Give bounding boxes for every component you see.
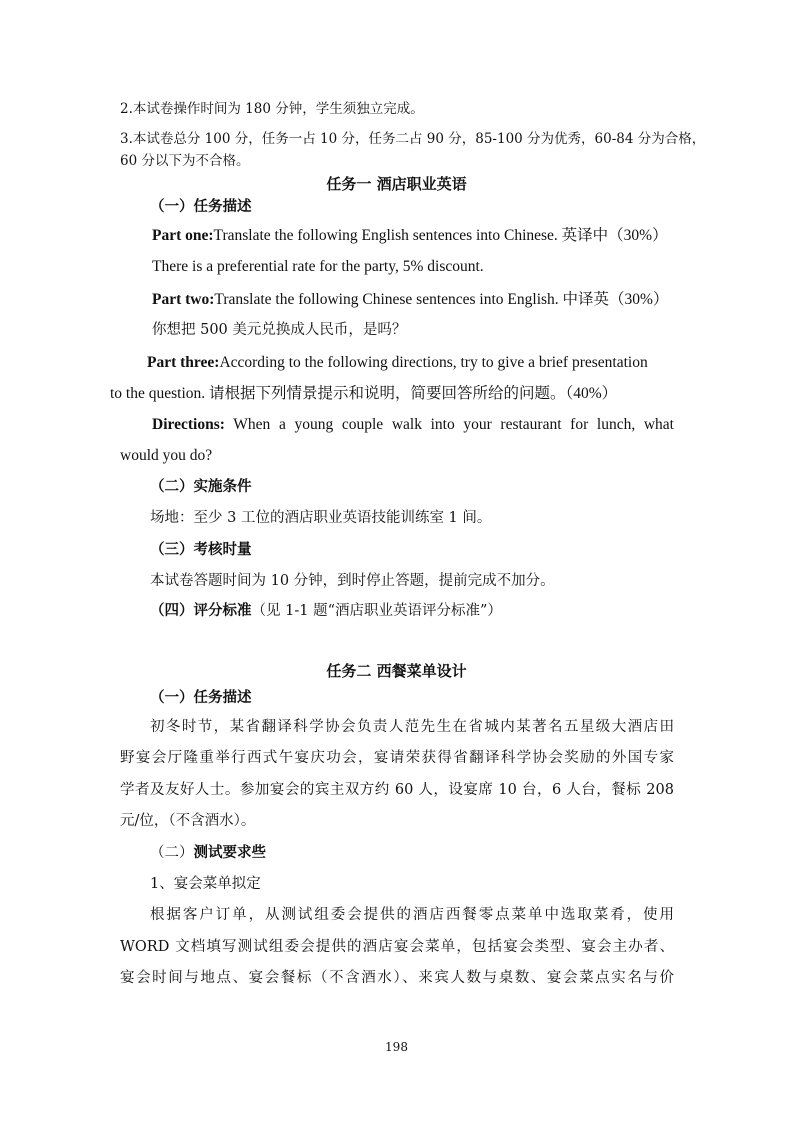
task1-desc-heading: （一）任务描述 [150,198,252,215]
item-1-line-2: WORD 文档填写测试组委会提供的酒店宴会菜单，包括宴会类型、宴会主办者、 [120,939,674,955]
task2-desc-line-3: 学者及友好人士。参加宴会的宾主双方约 60 人，设宴席 10 台，6 人台，餐标 208 [120,782,674,798]
item-1-line-3: 宴会时间与地点、宴会餐标（不含酒水）、来宾人数与桌数、宴会菜点实名与价 [120,970,674,986]
part-two-text: Translate the following Chinese sentences into English. 中译英（30%） [214,291,669,308]
page-number: 198 [385,1040,408,1054]
part-one-sentence: There is a preferential rate for the party, 5% discount. [152,258,484,275]
score-heading: （四）评分标准 [150,602,252,619]
note-3-line-1: 3.本试卷总分 100 分，任务一占 10 分，任务二占 90 分，85-100 分为优秀，60-84 分为合格， [120,131,706,147]
req-heading [150,843,266,863]
directions-label: Directions: [152,416,225,433]
score-ref: （见 1-1 题“酒店职业英语评分标准”） [251,603,502,619]
part-three [147,353,648,373]
part-two-sentence: 你想把 500 美元兑换成人民币，是吗？ [152,322,407,338]
time-text: 本试卷答题时间为 10 分钟，到时停止答题，提前完成不加分。 [150,573,555,589]
task2-desc-line-4: 元/位，（不含酒水）。 [120,813,256,829]
task2-title: 任务二 西餐菜单设计 [326,662,467,680]
cond-text: 场地：至少 3 工位的酒店职业英语技能训练室 1 间。 [150,510,492,526]
directions-cont: would you do? [120,447,213,464]
directions-text: When a young couple walk into your restaurant for lunch, what [233,416,674,433]
task2-desc-line-1: 初冬时节，某省翻译科学协会负责人范先生在省城内某著名五星级大酒店田 [150,719,674,735]
score-line [150,601,502,621]
part-one [152,226,668,246]
task2-desc-line-2: 野宴会厅隆重举行西式午宴庆功会，宴请荣获得省翻译科学协会奖励的外国专家 [120,750,674,766]
part-one-text: Translate the following English sentences into Chinese. 英译中（30%） [213,227,668,244]
part-two [152,290,668,310]
task2-desc-heading: （一）任务描述 [150,689,252,706]
req-heading-prefix: （二） [150,845,194,861]
part-two-label: Part two: [152,291,215,308]
item-1-line-1: 根据客户订单，从测试组委会提供的酒店西餐零点菜单中选取菜肴，使用 [150,907,674,923]
part-three-cont: to the question. 请根据下列情景提示和说明，简要回答所给的问题。（40%） [110,385,618,402]
time-heading: （三）考核时量 [150,541,252,558]
part-three-text: According to the following directions, try to give a brief presentation [219,354,648,371]
directions [152,415,674,435]
item-1: 1、宴会菜单拟定 [150,876,261,892]
note-2: 2.本试卷操作时间为 180 分钟，学生须独立完成。 [120,101,424,117]
cond-heading: （二）实施条件 [150,478,252,495]
note-3-line-2: 60 分以下为不合格。 [120,153,250,169]
part-one-label: Part one: [152,227,214,244]
part-three-label: Part three: [147,354,220,371]
task1-title: 任务一 酒店职业英语 [326,175,467,193]
req-heading-text: 测试要求些 [193,844,266,861]
